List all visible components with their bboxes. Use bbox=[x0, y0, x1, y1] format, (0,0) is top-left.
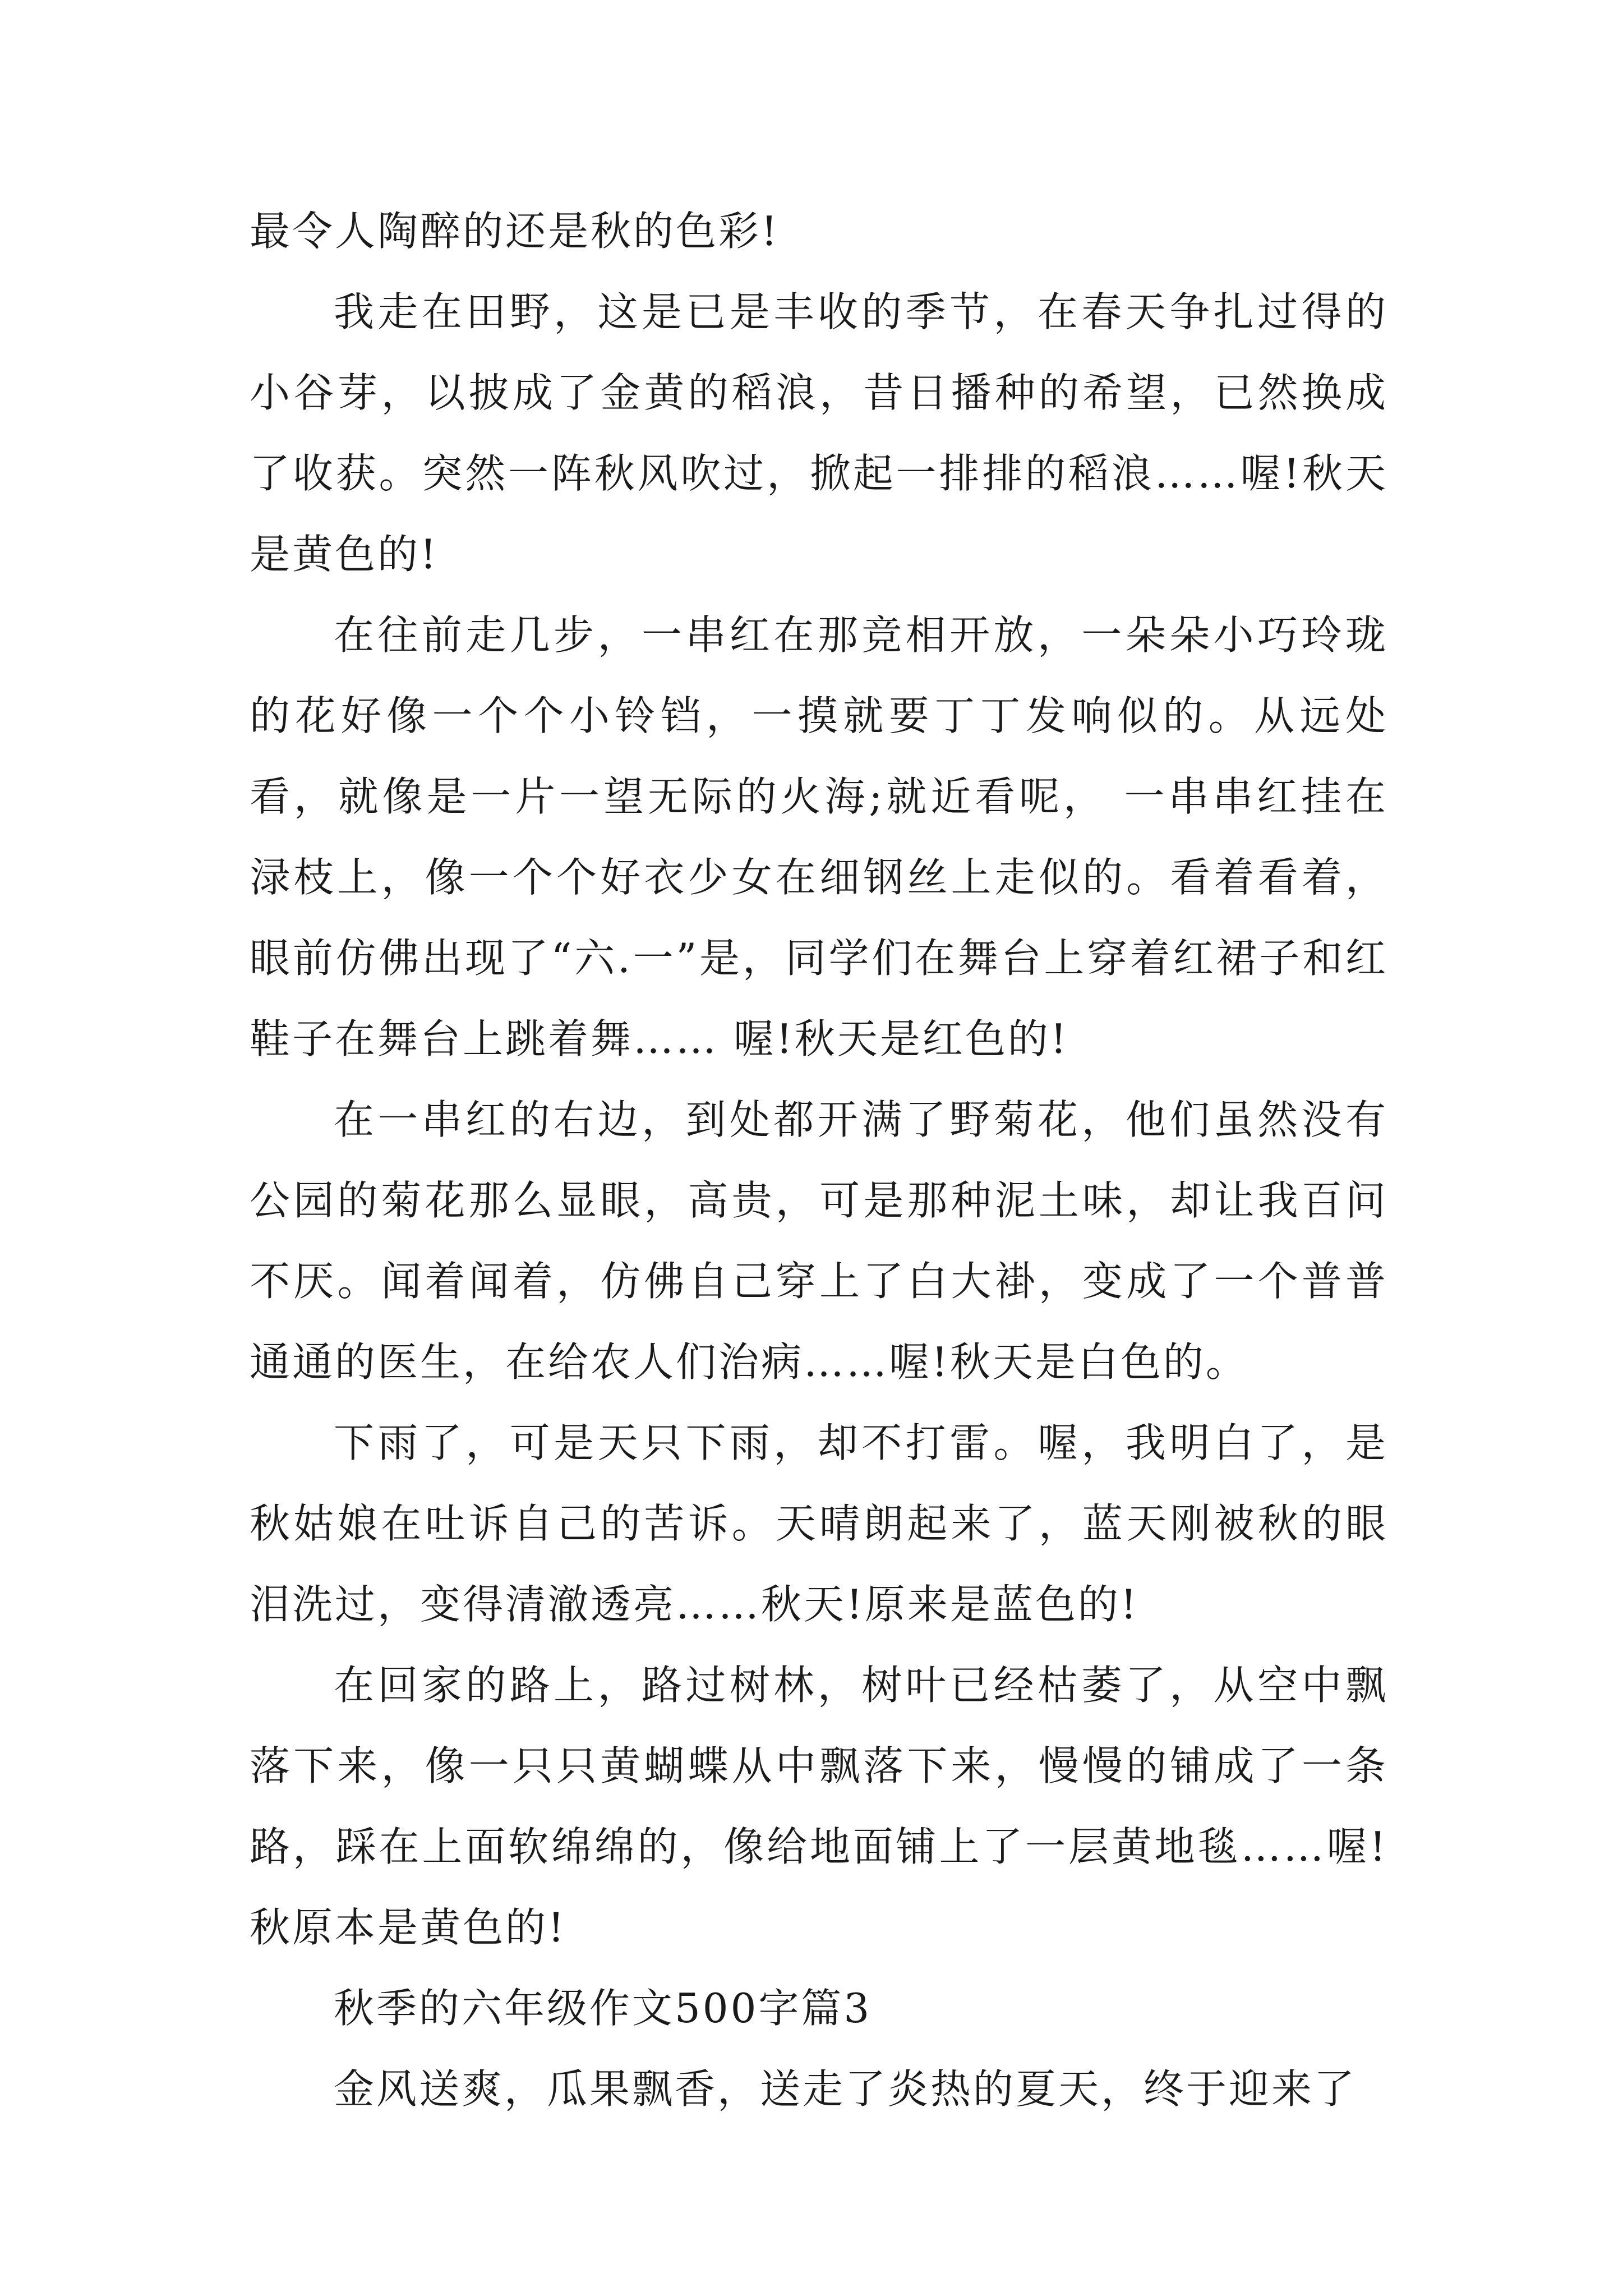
document-body bbox=[250, 191, 1388, 2129]
paragraph-continuation: 最令人陶醉的还是秋的色彩! bbox=[250, 208, 780, 255]
paragraph-falling-leaves: 在回家的路上，路过树林，树叶已经枯萎了，从空中飘落下来，像一只只黄蝴蝶从中飘落下来，慢慢的铺成了一条路，踩在上面软绵绵的，像给地面铺上了一层黄地毯……喔!秋原本是黄色的! bbox=[250, 1662, 1388, 1951]
paragraph-yellow-fields: 我走在田野，这是已是丰收的季节，在春天争扎过得的小谷芽，以披成了金黄的稻浪，昔日播种的希望，已然换成了收获。突然一阵秋风吹过，掀起一排排的稻浪……喔!秋天是黄色的! bbox=[250, 288, 1388, 578]
paragraph-blue-sky: 下雨了，可是天只下雨，却不打雷。喔，我明白了，是秋姑娘在吐诉自己的苦诉。天晴朗起来了，蓝天刚被秋的眼泪洗过，变得清澈透亮……秋天!原来是蓝色的! bbox=[250, 1419, 1388, 1628]
section-heading: 秋季的六年级作文500字篇3 bbox=[334, 1985, 872, 2032]
paragraph-wild-chrysanthemums: 在一串红的右边，到处都开满了野菊花，他们虽然没有公园的菊花那么显眼，高贵，可是那种泥土味，却让我百问不厌。闻着闻着，仿佛自己穿上了白大褂，变成了一个普普通通的医生，在给农人们治病……喔!秋天是白色的。 bbox=[250, 1096, 1388, 1386]
paragraph-red-flowers: 在往前走几步，一串红在那竞相开放，一朵朵小巧玲珑的花好像一个个小铃铛，一摸就要丁丁发响似的。从远处看，就像是一片一望无际的火海;就近看呢， 一串串红挂在渌枝上，像一个个好衣少女在细钢丝上走似的。看着看着，眼前仿佛出现了“六.一”是，同学们在舞台上穿着红裙子和红鞋子在舞台上跳着舞…… 喔!秋天是红色的! bbox=[250, 611, 1388, 1062]
paragraph-intro-section-3: 金风送爽，瓜果飘香，送走了炎热的夏天，终于迎来了 bbox=[334, 2065, 1357, 2113]
